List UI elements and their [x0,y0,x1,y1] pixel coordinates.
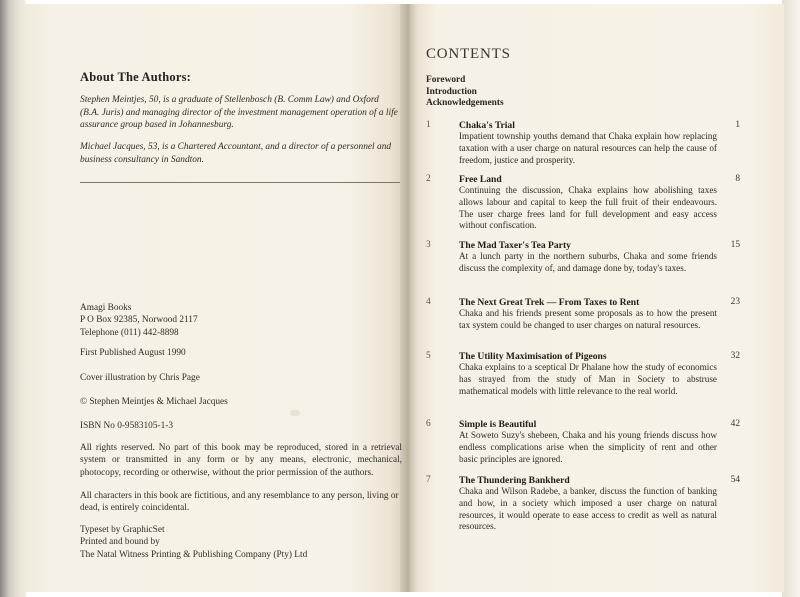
chapter-description: At Soweto Suzy's shebeen, Chaka and his young friends discuss how endless complications arise when the simplicity of rent and other basic principles are ignored. [459,430,717,464]
chapter-page: 23 [730,297,740,307]
chapter-page: 42 [730,419,740,429]
front-matter-introduction: Introduction [426,86,477,97]
author-bio-meintjes: Stephen Meintjes, 50, is a graduate of Stellenbosch (B. Comm Law) and Oxford (B.A. Juris) and managing director of the investment management operation of a life assurance group based in Johannesburg. [80,95,398,130]
fiction-disclaimer: All characters in this book are fictitious, and any resemblance to any person, living or dead, is entirely coincidental. [80,491,399,514]
chapter-page: 15 [730,240,740,250]
chapter-description: Chaka explains to a sceptical Dr Phalane how the study of economics has strayed from the study of Man in Society to abstruse mathematical models with little relevance to the real world. [459,362,717,396]
about-authors-heading: About The Authors: [80,70,192,84]
chapter-title: Free Land [459,174,502,185]
front-matter-list [426,75,504,110]
chapter-description: Continuing the discussion, Chaka explains how abolishing taxes allows labour and capital to keep the full fruit of their endeavours. The user charge frees land for full development and easy access without confiscation. [459,185,717,231]
right-margin [782,0,800,597]
front-matter-foreword: Foreword [426,75,466,85]
publisher-block [80,302,402,339]
chapter-page: 32 [730,351,740,361]
isbn: ISBN No 0-9583105-1-3 [80,421,173,431]
chapter-number: 1 [426,120,431,130]
rights-reserved: All rights reserved. No part of this book may be reproduced, stored in a retrieval system or transmitted in any form or by any means, electronic, mechanical, photocopy, recording or otherwise, without the prior permission of the authors. [80,443,402,478]
chapter-description: Chaka and Wilson Radebe, a banker, discuss the function of banking and how, in a society which imposed a user charge on natural resources, it would operate to ease access to credit as well as natural resources. [459,486,717,532]
chapter-page: 8 [735,174,740,184]
chapter-page: 1 [735,120,740,130]
chapter-title: The Utility Maximisation of Pigeons [459,351,607,362]
front-matter-acknowledgements: Acknowledgements [426,98,504,108]
contents-heading: CONTENTS [426,46,511,62]
chapter-number: 6 [426,419,431,429]
chapter-title: The Next Great Trek — From Taxes to Rent [459,297,640,308]
author-bio-jacques: Michael Jacques, 53, is a Chartered Accountant, and a director of a personnel and business consultancy in Sandton. [80,142,392,165]
copyright-notice: © Stephen Meintjes & Michael Jacques [80,397,228,407]
publisher-phone: Telephone (011) 442-8898 [80,327,179,338]
chapter-number: 5 [426,351,431,361]
chapter-title: The Thundering Bankherd [459,475,570,486]
book-gutter [400,4,418,592]
cover-illustration-credit: Cover illustration by Chris Page [80,373,200,383]
typeset-credit: Typeset by GraphicSet [80,525,165,535]
chapter-title: The Mad Taxer's Tea Party [459,240,571,251]
printer-name: The Natal Witness Printing & Publishing Company (Pty) Ltd [80,549,308,560]
chapter-number: 3 [426,240,431,250]
chapter-number: 4 [426,297,431,307]
first-published: First Published August 1990 [80,348,186,358]
chapter-number: 7 [426,475,431,485]
chapter-description: Impatient township youths demand that Chaka explain how replacing taxation with a user charge on natural resources can help the cause of freedom, justice and prosperity. [459,131,717,165]
chapter-title: Simple is Beautiful [459,419,537,430]
chapter-description: Chaka and his friends present some proposals as to how the present tax system could be changed to user charges on natural resources. [459,308,717,330]
publisher-address: P O Box 92385, Norwood 2117 [80,315,198,326]
chapter-title: Chaka's Trial [459,120,515,131]
chapter-description: At a lunch party in the northern suburbs, Chaka and some friends discuss the complexity of, and damage done by, today's taxes. [459,251,717,273]
paper-mark [290,410,300,416]
chapter-number: 2 [426,174,431,184]
printed-by: Printed and bound by [80,537,160,548]
publisher-name: Amagi Books [80,303,132,313]
chapter-page: 54 [730,475,740,485]
divider-rule [80,182,400,183]
printing-credits [80,524,402,561]
